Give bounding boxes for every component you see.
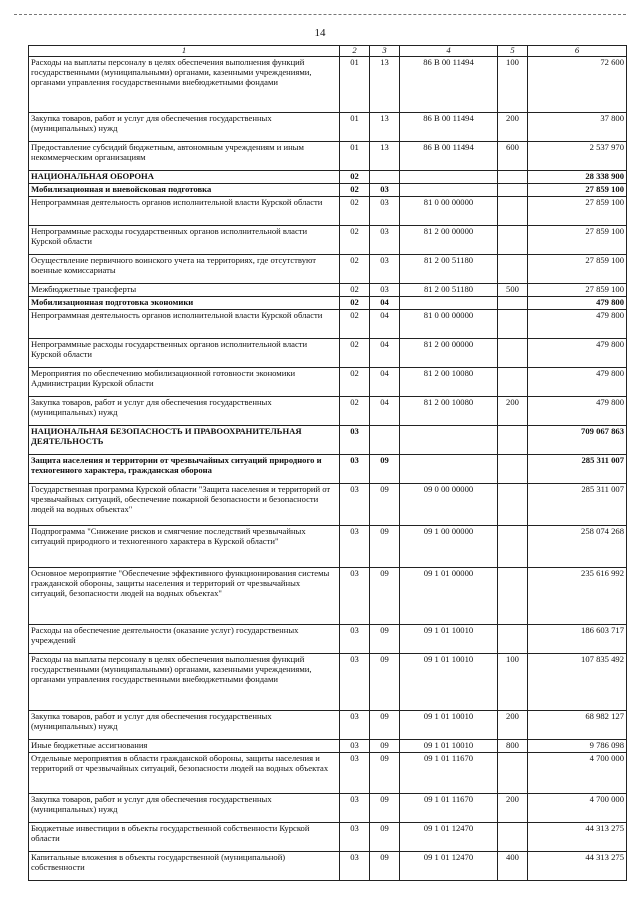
- table-row: [29, 112, 627, 141]
- row-name: Расходы на выплаты персоналу в целях обеспечения выполнения функций государственными (муниципальными) органами, казенными учреждениями, органами управления государственными внебюджетными фондами: [29, 56, 340, 112]
- row-section: 03: [340, 483, 370, 525]
- row-subsection: 04: [370, 309, 400, 338]
- row-target-article: [400, 296, 498, 309]
- row-target-article: 09 1 01 10010: [400, 653, 498, 710]
- row-section: 03: [340, 454, 370, 483]
- row-expense-type: [498, 309, 528, 338]
- row-amount: 44 313 275: [528, 822, 627, 851]
- row-expense-type: [498, 338, 528, 367]
- row-name: Закупка товаров, работ и услуг для обеспечения государственных (муниципальных) нужд: [29, 793, 340, 822]
- row-subsection: 03: [370, 183, 400, 196]
- row-section: 01: [340, 56, 370, 112]
- row-section: 02: [340, 396, 370, 425]
- table-row: [29, 525, 627, 567]
- row-target-article: 09 0 00 00000: [400, 483, 498, 525]
- row-amount: 27 859 100: [528, 254, 627, 283]
- row-amount: 107 835 492: [528, 653, 627, 710]
- row-target-article: 09 1 01 10010: [400, 710, 498, 739]
- row-subsection: 03: [370, 225, 400, 254]
- row-name: Мобилизационная подготовка экономики: [29, 296, 340, 309]
- table-row: [29, 710, 627, 739]
- col-header-3: 3: [370, 46, 400, 57]
- table-row: [29, 338, 627, 367]
- row-section: 03: [340, 567, 370, 624]
- row-subsection: 09: [370, 710, 400, 739]
- row-expense-type: [498, 425, 528, 454]
- row-amount: 28 338 900: [528, 170, 627, 183]
- row-subsection: 09: [370, 653, 400, 710]
- row-subsection: 13: [370, 56, 400, 112]
- row-expense-type: [498, 525, 528, 567]
- top-margin-line: [14, 14, 626, 16]
- row-amount: 258 074 268: [528, 525, 627, 567]
- row-section: 02: [340, 367, 370, 396]
- row-expense-type: [498, 822, 528, 851]
- row-subsection: [370, 425, 400, 454]
- row-target-article: [400, 425, 498, 454]
- row-name: Расходы на обеспечение деятельности (оказание услуг) государственных учреждений: [29, 624, 340, 653]
- row-subsection: 04: [370, 338, 400, 367]
- row-amount: 186 603 717: [528, 624, 627, 653]
- table-row: [29, 196, 627, 225]
- col-header-6: 6: [528, 46, 627, 57]
- row-expense-type: [498, 225, 528, 254]
- row-amount: 479 800: [528, 367, 627, 396]
- row-name: Государственная программа Курской области "Защита населения и территорий от чрезвычайных ситуаций, обеспечение пожарной безопасности и безопасности людей на водных объектах": [29, 483, 340, 525]
- row-target-article: 09 1 01 12470: [400, 822, 498, 851]
- row-subsection: 13: [370, 141, 400, 170]
- row-target-article: 81 2 00 10080: [400, 367, 498, 396]
- row-section: 03: [340, 624, 370, 653]
- row-subsection: 04: [370, 367, 400, 396]
- row-expense-type: [498, 196, 528, 225]
- row-target-article: 81 0 00 00000: [400, 196, 498, 225]
- row-expense-type: [498, 254, 528, 283]
- row-name: Предоставление субсидий бюджетным, автономным учреждениям и иным некоммерческим организациям: [29, 141, 340, 170]
- row-target-article: 09 1 01 11670: [400, 793, 498, 822]
- row-name: Непрограммные расходы государственных органов исполнительной власти Курской области: [29, 225, 340, 254]
- row-expense-type: [498, 454, 528, 483]
- row-name: Межбюджетные трансферты: [29, 283, 340, 296]
- row-name: Капитальные вложения в объекты государственной (муниципальной) собственности: [29, 851, 340, 880]
- row-subsection: 13: [370, 112, 400, 141]
- table-row: [29, 454, 627, 483]
- row-amount: 37 800: [528, 112, 627, 141]
- row-amount: 4 700 000: [528, 752, 627, 793]
- row-expense-type: [498, 296, 528, 309]
- row-section: 02: [340, 254, 370, 283]
- budget-table: [28, 45, 627, 881]
- row-target-article: [400, 454, 498, 483]
- table-row: [29, 624, 627, 653]
- row-amount: 2 537 970: [528, 141, 627, 170]
- row-target-article: 86 В 00 11494: [400, 112, 498, 141]
- row-amount: 479 800: [528, 338, 627, 367]
- row-section: 03: [340, 425, 370, 454]
- col-header-5: 5: [498, 46, 528, 57]
- row-subsection: 09: [370, 454, 400, 483]
- row-expense-type: 200: [498, 396, 528, 425]
- table-row: [29, 254, 627, 283]
- row-section: 02: [340, 283, 370, 296]
- row-expense-type: [498, 183, 528, 196]
- row-expense-type: 100: [498, 56, 528, 112]
- row-subsection: 09: [370, 822, 400, 851]
- row-target-article: 81 2 00 10080: [400, 396, 498, 425]
- row-amount: 479 800: [528, 309, 627, 338]
- row-target-article: 09 1 01 00000: [400, 567, 498, 624]
- row-name: Отдельные мероприятия в области гражданской обороны, защиты населения и территорий от чрезвычайных ситуаций, безопасности людей на водных объектах: [29, 752, 340, 793]
- row-expense-type: 800: [498, 739, 528, 752]
- row-section: 03: [340, 525, 370, 567]
- row-target-article: 09 1 01 12470: [400, 851, 498, 880]
- row-expense-type: 200: [498, 112, 528, 141]
- row-amount: 27 859 100: [528, 196, 627, 225]
- row-section: 02: [340, 196, 370, 225]
- row-subsection: 09: [370, 483, 400, 525]
- row-subsection: 09: [370, 851, 400, 880]
- table-row: [29, 752, 627, 793]
- table-row: [29, 170, 627, 183]
- table-row: [29, 483, 627, 525]
- row-section: 02: [340, 225, 370, 254]
- row-amount: 479 800: [528, 296, 627, 309]
- row-expense-type: [498, 752, 528, 793]
- row-target-article: 81 2 00 51180: [400, 254, 498, 283]
- table-row: [29, 367, 627, 396]
- row-subsection: 09: [370, 567, 400, 624]
- row-amount: 479 800: [528, 396, 627, 425]
- row-expense-type: 500: [498, 283, 528, 296]
- row-section: 03: [340, 793, 370, 822]
- row-target-article: 09 1 01 10010: [400, 624, 498, 653]
- row-name: Мероприятия по обеспечению мобилизационной готовности экономики Администрации Курской области: [29, 367, 340, 396]
- row-amount: 4 700 000: [528, 793, 627, 822]
- row-subsection: 09: [370, 739, 400, 752]
- row-section: 02: [340, 338, 370, 367]
- table-body: [29, 56, 627, 880]
- row-name: Закупка товаров, работ и услуг для обеспечения государственных (муниципальных) нужд: [29, 112, 340, 141]
- row-expense-type: [498, 483, 528, 525]
- row-target-article: 09 1 01 10010: [400, 739, 498, 752]
- table-row: [29, 822, 627, 851]
- row-subsection: 09: [370, 752, 400, 793]
- col-header-2: 2: [340, 46, 370, 57]
- row-subsection: 03: [370, 283, 400, 296]
- row-section: 03: [340, 653, 370, 710]
- table-row: [29, 309, 627, 338]
- row-subsection: 04: [370, 296, 400, 309]
- row-amount: 44 313 275: [528, 851, 627, 880]
- row-amount: 9 786 098: [528, 739, 627, 752]
- row-section: 03: [340, 739, 370, 752]
- row-amount: 235 616 992: [528, 567, 627, 624]
- row-section: 03: [340, 851, 370, 880]
- row-expense-type: [498, 567, 528, 624]
- row-subsection: 09: [370, 525, 400, 567]
- row-subsection: 03: [370, 196, 400, 225]
- row-section: 02: [340, 183, 370, 196]
- row-expense-type: 200: [498, 793, 528, 822]
- col-header-1: 1: [29, 46, 340, 57]
- col-header-4: 4: [400, 46, 498, 57]
- row-name: Закупка товаров, работ и услуг для обеспечения государственных (муниципальных) нужд: [29, 710, 340, 739]
- row-amount: 285 311 007: [528, 454, 627, 483]
- row-section: 03: [340, 710, 370, 739]
- row-target-article: 81 2 00 00000: [400, 338, 498, 367]
- row-amount: 27 859 100: [528, 183, 627, 196]
- table-row: [29, 56, 627, 112]
- table-row: [29, 851, 627, 880]
- row-amount: 27 859 100: [528, 283, 627, 296]
- row-name: Защита населения и территории от чрезвычайных ситуаций природного и техногенного характера, гражданская оборона: [29, 454, 340, 483]
- row-expense-type: 400: [498, 851, 528, 880]
- row-subsection: [370, 170, 400, 183]
- row-amount: 27 859 100: [528, 225, 627, 254]
- row-section: 02: [340, 296, 370, 309]
- row-expense-type: 600: [498, 141, 528, 170]
- row-subsection: 09: [370, 793, 400, 822]
- row-amount: 68 982 127: [528, 710, 627, 739]
- row-name: НАЦИОНАЛЬНАЯ БЕЗОПАСНОСТЬ И ПРАВООХРАНИТЕЛЬНАЯ ДЕЯТЕЛЬНОСТЬ: [29, 425, 340, 454]
- row-amount: 285 311 007: [528, 483, 627, 525]
- row-target-article: 81 0 00 00000: [400, 309, 498, 338]
- row-section: 02: [340, 170, 370, 183]
- table-row: [29, 567, 627, 624]
- row-target-article: 81 2 00 00000: [400, 225, 498, 254]
- row-section: 03: [340, 822, 370, 851]
- row-expense-type: [498, 170, 528, 183]
- row-name: Подпрограмма "Снижение рисков и смягчение последствий чрезвычайных ситуаций природного и техногенного характера в Курской области": [29, 525, 340, 567]
- row-target-article: 81 2 00 51180: [400, 283, 498, 296]
- row-section: 03: [340, 752, 370, 793]
- row-name: Непрограммные расходы государственных органов исполнительной власти Курской области: [29, 338, 340, 367]
- row-target-article: 09 1 01 11670: [400, 752, 498, 793]
- row-expense-type: 200: [498, 710, 528, 739]
- row-section: 02: [340, 309, 370, 338]
- row-target-article: 86 В 00 11494: [400, 56, 498, 112]
- row-expense-type: 100: [498, 653, 528, 710]
- column-number-row: [29, 46, 627, 57]
- table-row: [29, 225, 627, 254]
- table-row: [29, 283, 627, 296]
- row-expense-type: [498, 624, 528, 653]
- row-name: Мобилизационная и вневойсковая подготовка: [29, 183, 340, 196]
- row-name: Закупка товаров, работ и услуг для обеспечения государственных (муниципальных) нужд: [29, 396, 340, 425]
- row-name: НАЦИОНАЛЬНАЯ ОБОРОНА: [29, 170, 340, 183]
- row-target-article: [400, 183, 498, 196]
- table-row: [29, 183, 627, 196]
- row-subsection: 04: [370, 396, 400, 425]
- row-target-article: [400, 170, 498, 183]
- row-subsection: 09: [370, 624, 400, 653]
- page-number: 14: [314, 27, 326, 39]
- row-name: Расходы на выплаты персоналу в целях обеспечения выполнения функций государственными (муниципальными) органами, казенными учреждениями, органами управления государственными внебюджетными фондами: [29, 653, 340, 710]
- table-row: [29, 396, 627, 425]
- row-name: Непрограммная деятельность органов исполнительной власти Курской области: [29, 196, 340, 225]
- table-row: [29, 739, 627, 752]
- row-name: Осуществление первичного воинского учета на территориях, где отсутствуют военные комиссариаты: [29, 254, 340, 283]
- table-row: [29, 793, 627, 822]
- table-row: [29, 296, 627, 309]
- table-row: [29, 141, 627, 170]
- table-row: [29, 425, 627, 454]
- row-amount: 72 600: [528, 56, 627, 112]
- row-target-article: 86 В 00 11494: [400, 141, 498, 170]
- row-section: 01: [340, 112, 370, 141]
- row-name: Основное мероприятие "Обеспечение эффективного функционирования системы гражданской обороны, защиты населения и территорий от чрезвычайных ситуаций, безопасности людей на водных объектах": [29, 567, 340, 624]
- row-name: Непрограммная деятельность органов исполнительной власти Курской области: [29, 309, 340, 338]
- table-row: [29, 653, 627, 710]
- row-subsection: 03: [370, 254, 400, 283]
- row-expense-type: [498, 367, 528, 396]
- row-name: Бюджетные инвестиции в объекты государственной собственности Курской области: [29, 822, 340, 851]
- row-amount: 709 067 863: [528, 425, 627, 454]
- row-section: 01: [340, 141, 370, 170]
- row-target-article: 09 1 00 00000: [400, 525, 498, 567]
- row-name: Иные бюджетные ассигнования: [29, 739, 340, 752]
